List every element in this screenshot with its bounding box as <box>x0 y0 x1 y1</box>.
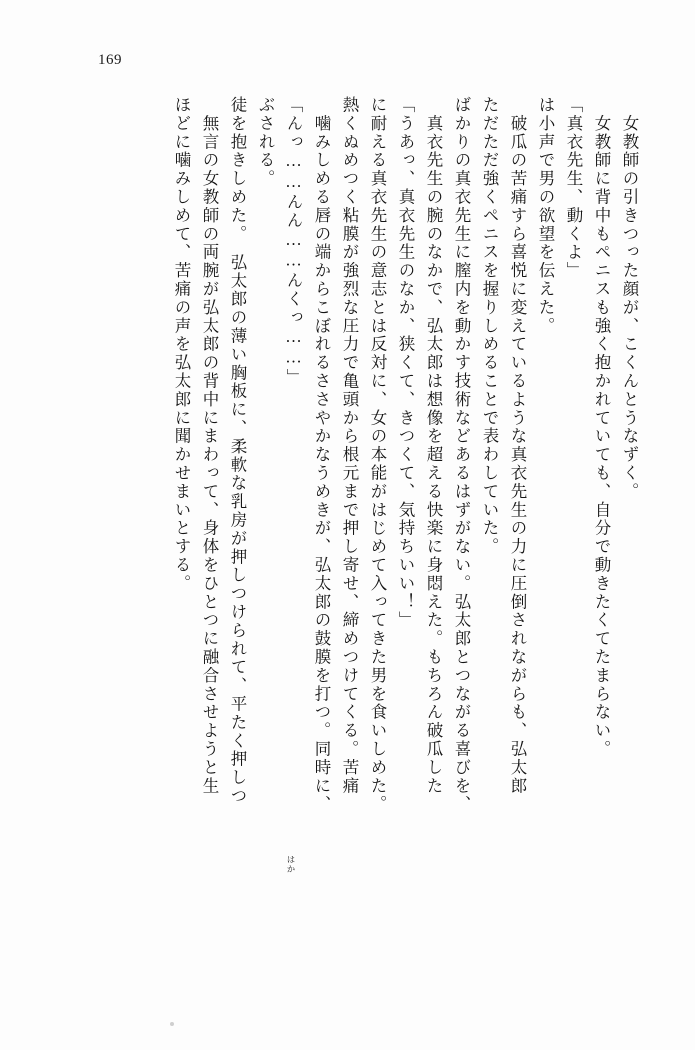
text-column: 噛みしめる唇の端からこぼれるささやかなうめきが、弘太郎の鼓膜を打つ。同時に、 <box>312 96 331 814</box>
text-column: 真衣先生の腕のなかで、弘太郎は想像を超える快楽に身悶えた。もちろん破瓜した <box>424 96 443 796</box>
ruby-annotation-haka: はか <box>286 855 296 874</box>
text-column: ほどに噛みしめて、苦痛の声を弘太郎に聞かせまいとする。 <box>172 96 191 593</box>
vertical-text-body <box>161 96 637 976</box>
text-column: ばかりの真衣先生に膣内を動かす技術などあるはずがない。弘太郎とつながる喜びを、 <box>452 96 471 814</box>
page-number: 169 <box>98 52 122 68</box>
text-column: 女教師に背中もペニスも強く抱かれていても、自分で動きたくてたまらない。 <box>592 96 611 759</box>
text-column: 「うあっ、真衣先生のなか、狭くて、きつくて、気持ちいい！」 <box>396 96 415 630</box>
text-column: ただただ強くペニスを握りしめることで表わしていた。 <box>480 96 499 556</box>
text-column: に耐える真衣先生の意志とは反対に、女の本能がはじめて入ってきた男を食いしめた。 <box>368 96 387 814</box>
text-column: は小声で男の欲望を伝えた。 <box>536 96 555 336</box>
text-column: 破瓜の苦痛すら喜悦に変えているような真衣先生の力に圧倒されながらも、弘太郎 <box>508 96 527 796</box>
text-column: ぶされる。 <box>256 96 275 188</box>
page-footer-mark <box>170 1022 174 1026</box>
text-column: 「んっ……んん……んくっ……」 <box>284 96 303 387</box>
text-column: 「真衣先生、動くよ」 <box>564 96 583 280</box>
text-column: 徒を抱きしめた。 弘太郎の薄い胸板に、柔軟な乳房が押しつけられて、平たく押しつ <box>228 96 247 806</box>
text-column: 女教師の引きつった顔が、こくんとうなずく。 <box>620 96 639 501</box>
text-column: 無言の女教師の両腕が弘太郎の背中にまわって、身体をひとつに融合させようと生 <box>200 96 219 796</box>
text-column: 熱くぬめつく粘膜が強烈な圧力で亀頭から根元まで押し寄せ、締めつけてくる。苦痛 <box>340 96 359 796</box>
